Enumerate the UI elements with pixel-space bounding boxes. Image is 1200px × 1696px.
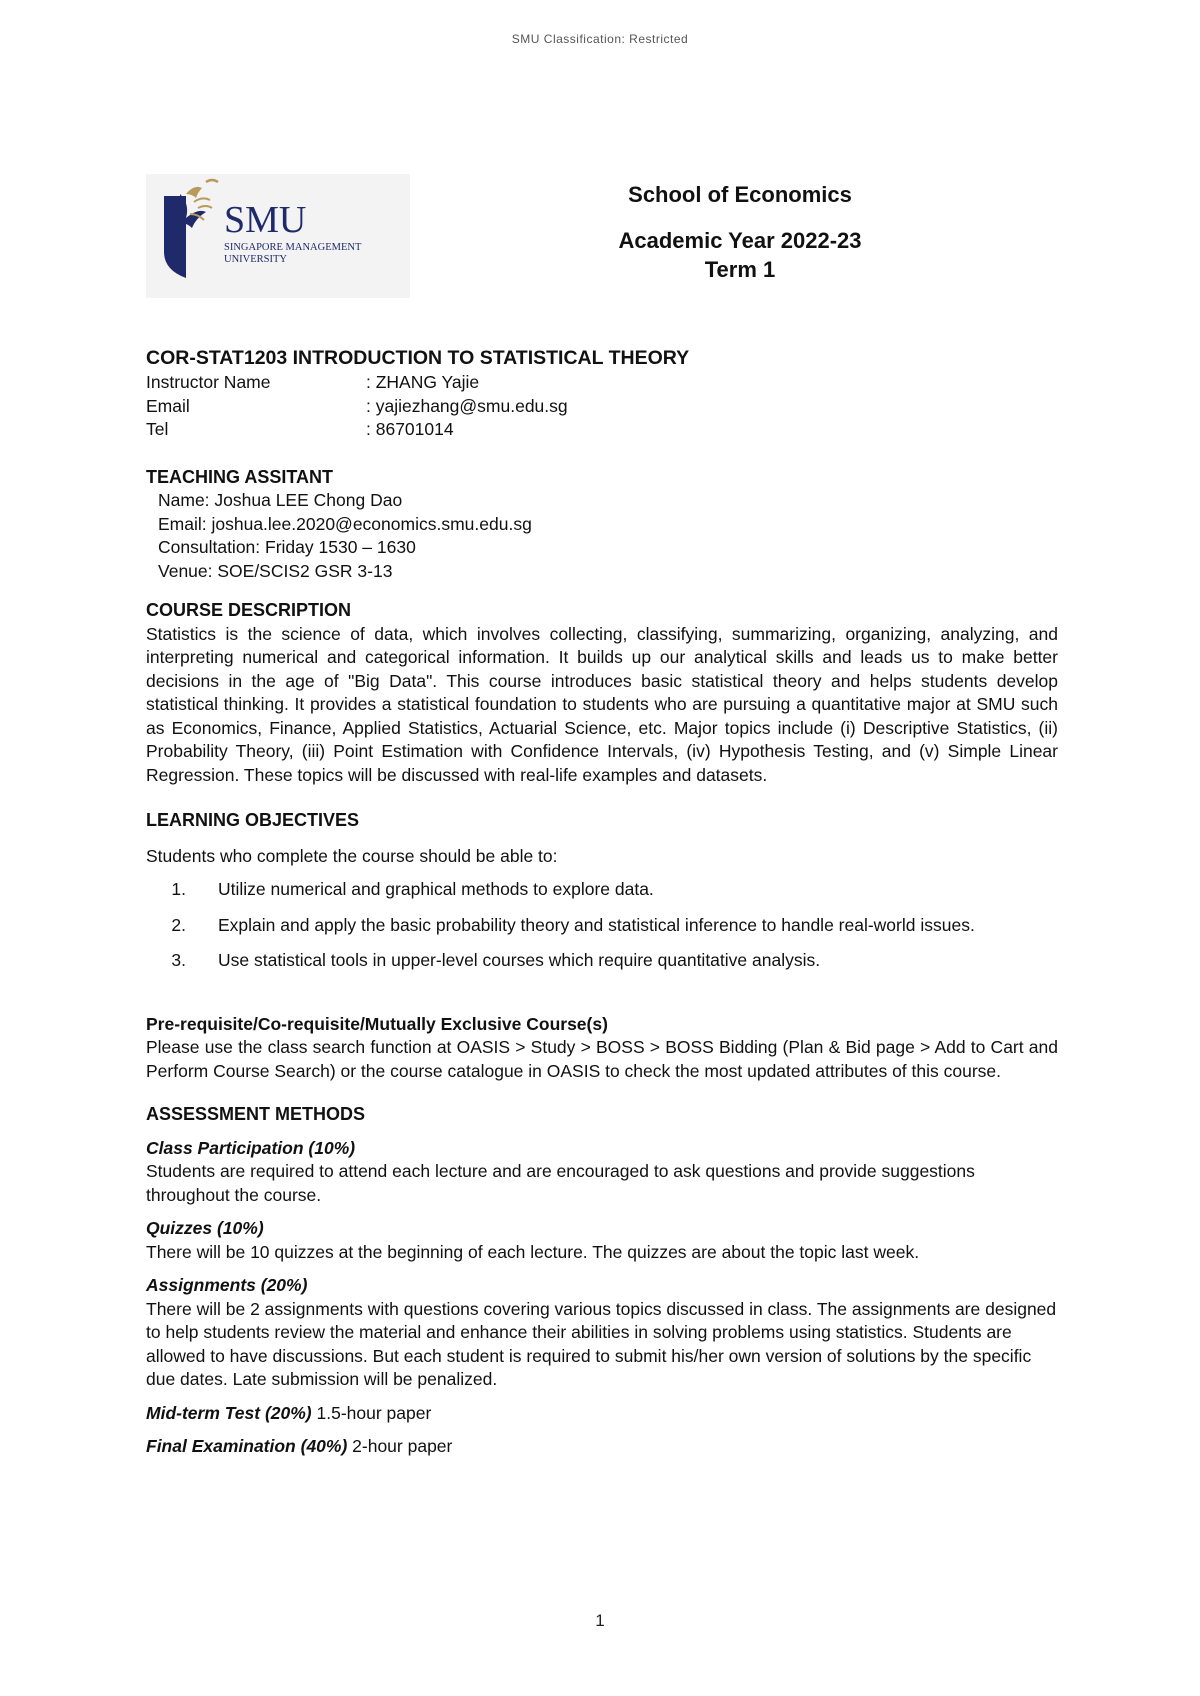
- assessment-final: [146, 1435, 1058, 1459]
- info-value[interactable]: : yajiezhang@smu.edu.sg: [366, 395, 568, 416]
- page-number: 1: [595, 1611, 605, 1630]
- document-body: [146, 346, 1058, 1459]
- list-number: 3.: [171, 950, 186, 970]
- school-name: School of Economics: [628, 182, 852, 207]
- list-text: Utilize numerical and graphical methods to explore data.: [218, 879, 654, 899]
- prereq-heading: Pre-requisite/Co-requisite/Mutually Exclusive Course(s): [146, 1013, 608, 1034]
- assessment-text: Students are required to attend each lecture and are encouraged to ask questions and provide suggestions throughout the course.: [146, 1161, 975, 1205]
- assessment-title: Final Examination (40%): [146, 1436, 348, 1456]
- info-value: : 86701014: [366, 419, 454, 439]
- info-label: Email: [146, 395, 190, 416]
- ta-details: [146, 489, 1058, 583]
- assessment-text: There will be 10 quizzes at the beginning of each lecture. The quizzes are about the topic last week.: [146, 1241, 920, 1262]
- smu-logo-graphic: [146, 174, 410, 298]
- term: Term 1: [704, 257, 776, 282]
- logo-line1: SINGAPORE MANAGEMENT: [224, 242, 362, 253]
- assessment-text: There will be 2 assignments with questions covering various topics discussed in class. The assignments are designed to help students review the material and enhance their abilities in solving problems using statistics. Students are allowed to have discussions. But each student is required to submit his/her own version of solutions by the specific due dates. Late submission will be penalized.: [146, 1298, 1057, 1389]
- classification-label: SMU Classification: Restricted: [511, 32, 689, 46]
- assessment-heading: ASSESSMENT METHODS: [146, 1104, 366, 1124]
- assessment-class-participation: [146, 1137, 1058, 1208]
- info-label: Instructor Name: [146, 372, 271, 392]
- document-header: [560, 182, 920, 284]
- list-item: [146, 914, 1058, 938]
- logo-wordmark: SMU: [224, 199, 307, 241]
- description-text: Statistics is the science of data, which involves collecting, classifying, summarizing, organizing, analyzing, and interpreting numerical and categorical information. It builds up our analytical skills and leads us to make better decisions in the age of "Big Data". This course introduces basic statistical theory and helps students develop statistical thinking. It provides a statistical foundation to students who are pursuing a quantitative major at SMU such as Economics, Finance, Applied Statistics, Actuarial Science, etc. Major topics include (i) Descriptive Statistics, (ii) Probability Theory, (iii) Point Estimation with Confidence Intervals, (iv) Hypothesis Testing, and (v) Simple Linear Regression. These topics will be discussed with real-life examples and datasets.: [146, 623, 1058, 785]
- description-heading: COURSE DESCRIPTION: [146, 600, 352, 620]
- ta-heading: TEACHING ASSITANT: [146, 466, 333, 487]
- assessment-title: Mid-term Test (20%): [146, 1402, 312, 1423]
- ta-consultation: Consultation: Friday 1530 – 1630: [158, 537, 416, 557]
- assessment-title: Quizzes (10%): [146, 1218, 264, 1238]
- assessment-midterm: [146, 1402, 1058, 1426]
- assessment-title: Assignments (20%): [146, 1275, 308, 1295]
- assessment-text: 2-hour paper: [347, 1436, 453, 1456]
- objectives-heading: LEARNING OBJECTIVES: [146, 810, 360, 830]
- list-number: 1.: [171, 879, 186, 899]
- info-row-email: [146, 395, 1058, 419]
- assessment-assignments: [146, 1274, 1058, 1392]
- ta-email[interactable]: Email: joshua.lee.2020@economics.smu.edu.sg: [158, 513, 532, 534]
- ta-venue: Venue: SOE/SCIS2 GSR 3-13: [158, 560, 393, 581]
- info-row-instructor: [146, 371, 1058, 395]
- list-item: [146, 878, 1058, 902]
- ta-name: Name: Joshua LEE Chong Dao: [158, 490, 403, 510]
- logo-line2: UNIVERSITY: [224, 254, 287, 265]
- info-value: : ZHANG Yajie: [366, 372, 480, 392]
- info-label: Tel: [146, 419, 169, 439]
- assessment-quizzes: [146, 1217, 1058, 1264]
- info-row-tel: [146, 418, 1058, 442]
- list-item: [146, 949, 1058, 973]
- smu-logo: [146, 174, 410, 298]
- objectives-intro: Students who complete the course should be able to:: [146, 845, 558, 866]
- list-number: 2.: [171, 914, 186, 935]
- assessment-title: Class Participation (10%): [146, 1137, 356, 1158]
- prereq-text: Please use the class search function at OASIS > Study > BOSS > BOSS Bidding (Plan & Bid page > Add to Cart and Perform Course Search) or the course catalogue in OASIS to check the most updated attributes of this course.: [146, 1037, 1058, 1081]
- course-title: COR-STAT1203 INTRODUCTION TO STATISTICAL THEORY: [146, 347, 690, 369]
- objectives-list: [146, 878, 1058, 973]
- assessment-text: 1.5-hour paper: [311, 1402, 432, 1423]
- academic-year: Academic Year 2022-23: [618, 228, 862, 253]
- list-text: Use statistical tools in upper-level courses which require quantitative analysis.: [218, 950, 821, 970]
- list-text: Explain and apply the basic probability theory and statistical inference to handle real-world issues.: [218, 914, 975, 935]
